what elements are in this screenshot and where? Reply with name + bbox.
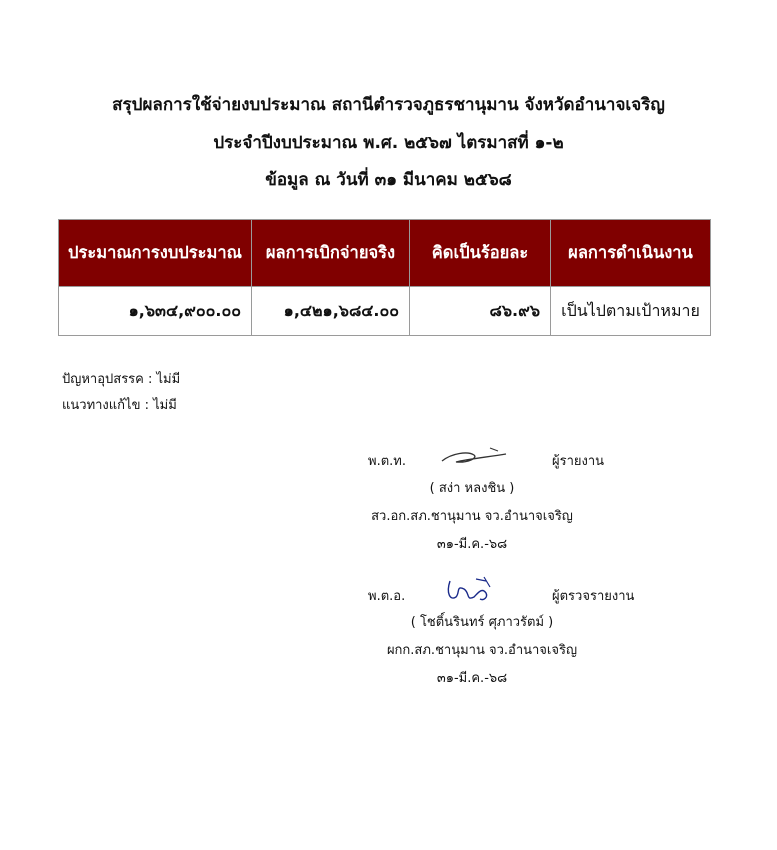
signature-1-image: [438, 443, 510, 469]
report-title: สรุปผลการใช้จ่ายงบประมาณ สถานีตำรวจภูธรชานุมาน จังหวัดอำนาจเจริญ: [112, 95, 665, 115]
budget-table: [58, 219, 711, 336]
cell-percent: ๘๖.๙๖: [410, 287, 551, 336]
cell-actual: ๑,๔๒๑,๖๘๔.๐๐: [252, 287, 410, 336]
report-subtitle: ประจำปีงบประมาณ พ.ศ. ๒๕๖๗ ไตรมาสที่ ๑-๒: [213, 133, 564, 153]
signer1-rank: พ.ต.ท.: [368, 454, 406, 469]
solutions-note: แนวทางแก้ไข : ไม่มี: [62, 398, 177, 413]
report-date: ข้อมูล ณ วันที่ ๓๑ มีนาคม ๒๕๖๘: [265, 170, 512, 190]
signer1-role: ผู้รายงาน: [552, 454, 605, 469]
signer1-name: ( สง่า หลงชิน ): [429, 481, 515, 496]
signer1-date: ๓๑-มี.ค.-๖๘: [436, 537, 508, 552]
table-row: [59, 287, 711, 336]
column-header-result: ผลการดำเนินงาน: [551, 220, 711, 287]
signer1-position: สว.อก.สภ.ชานุมาน จว.อำนาจเจริญ: [371, 509, 573, 524]
column-header-percent: คิดเป็นร้อยละ: [410, 220, 551, 287]
column-header-actual: ผลการเบิกจ่ายจริง: [252, 220, 410, 287]
problems-note: ปัญหาอุปสรรค : ไม่มี: [62, 372, 181, 387]
table-header-row: [59, 220, 711, 287]
column-header-estimate: ประมาณการงบประมาณ: [59, 220, 252, 287]
cell-estimate: ๑,๖๓๔,๙๐๐.๐๐: [59, 287, 252, 336]
signature-2-image: [442, 573, 498, 607]
signer2-rank: พ.ต.อ.: [368, 589, 406, 604]
cell-result: เป็นไปตามเป้าหมาย: [551, 287, 711, 336]
signer2-position: ผกก.สภ.ชานุมาน จว.อำนาจเจริญ: [386, 643, 578, 658]
signer2-date: ๓๑-มี.ค.-๖๘: [436, 671, 508, 686]
signer2-role: ผู้ตรวจรายงาน: [552, 589, 635, 604]
signer2-name: ( โชติ์นรินทร์ ศุภาวรัตม์ ): [410, 615, 554, 630]
